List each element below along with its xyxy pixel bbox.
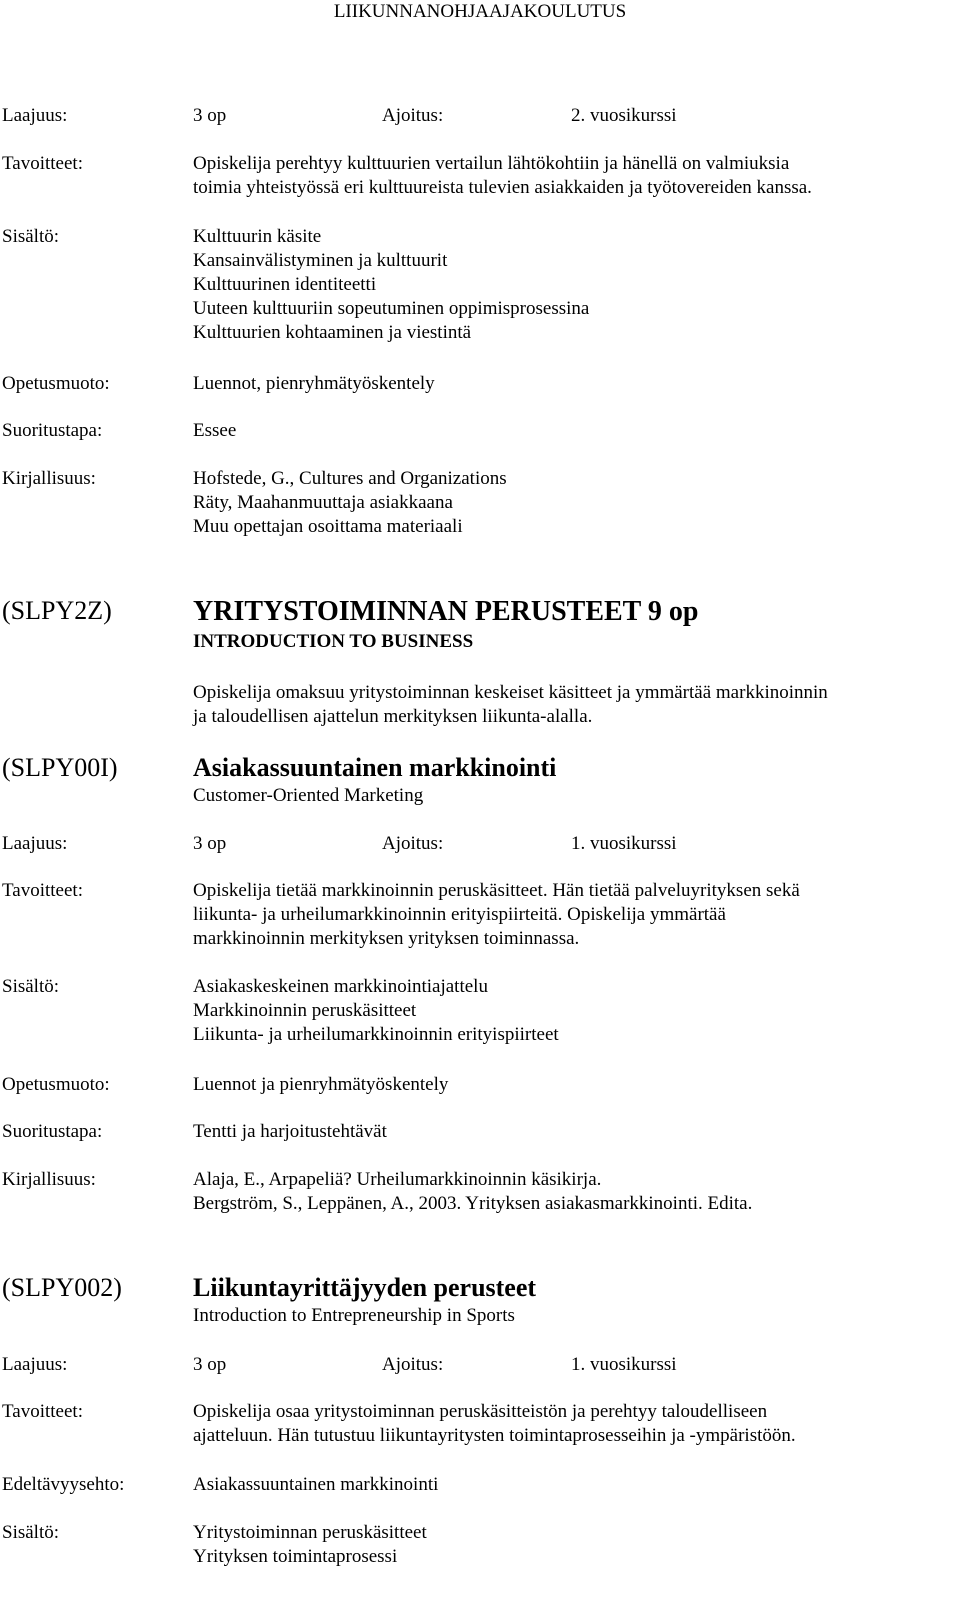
list-item: Kulttuurinen identiteetti (193, 274, 377, 295)
list-item: Asiakaskeskeinen markkinointiajattelu (193, 976, 488, 997)
suoritustapa-value: Essee (193, 420, 237, 441)
course-subtitle: Customer-Oriented Marketing (193, 785, 424, 806)
sisalto-list (193, 1521, 953, 1569)
module-code: (SLPY2Z) (2, 596, 112, 625)
list-item: Hofstede, G., Cultures and Organizations (193, 468, 507, 489)
kirjallisuus-list (193, 467, 953, 539)
list-item: Alaja, E., Arpapeliä? Urheilumarkkinoinnin käsikirja. (193, 1169, 602, 1190)
ajoitus-label: Ajoitus: (382, 105, 444, 126)
opetusmuoto-label: Opetusmuoto: (2, 1074, 110, 1095)
kirjallisuus-label: Kirjallisuus: (2, 468, 96, 489)
kirjallisuus-label: Kirjallisuus: (2, 1169, 96, 1190)
opetusmuoto-value: Luennot, pienryhmätyöskentely (193, 373, 435, 394)
list-item: Yritystoiminnan peruskäsitteet (193, 1522, 427, 1543)
laajuus-label: Laajuus: (2, 833, 68, 854)
tavoitteet-label: Tavoitteet: (2, 1401, 83, 1422)
text-line: Opiskelija osaa yritystoiminnan peruskäsitteistön ja perehtyy taloudelliseen (193, 1401, 768, 1422)
text-line: Opiskelija omaksuu yritystoiminnan keskeiset käsitteet ja ymmärtää markkinoinnin (193, 682, 828, 703)
list-item: Muu opettajan osoittama materiaali (193, 516, 463, 537)
laajuus-value: 3 op (193, 1354, 227, 1375)
sisalto-label: Sisältö: (2, 226, 60, 247)
suoritustapa-value: Tentti ja harjoitustehtävät (193, 1121, 387, 1142)
laajuus-label: Laajuus: (2, 1354, 68, 1375)
document-header: LIIKUNNANOHJAAJAKOULUTUS (333, 1, 627, 22)
suoritustapa-label: Suoritustapa: (2, 420, 103, 441)
text-line: markkinoinnin merkityksen yrityksen toiminnassa. (193, 928, 580, 949)
sisalto-list (193, 225, 953, 345)
course-subtitle: Introduction to Entrepreneurship in Sports (193, 1305, 515, 1326)
edeltavyysehto-value: Asiakassuuntainen markkinointi (193, 1474, 439, 1495)
suoritustapa-label: Suoritustapa: (2, 1121, 103, 1142)
course-title: Liikuntayrittäjyyden perusteet (193, 1273, 537, 1302)
module-subtitle: INTRODUCTION TO BUSINESS (193, 631, 474, 652)
text-line: Opiskelija perehtyy kulttuurien vertailun lähtökohtiin ja hänellä on valmiuksia (193, 153, 790, 174)
text-line: ajatteluun. Hän tutustuu liikuntayritysten toimintaprosesseihin ja -ympäristöön. (193, 1425, 796, 1446)
laajuus-label: Laajuus: (2, 105, 68, 126)
sisalto-label: Sisältö: (2, 976, 60, 997)
ajoitus-label: Ajoitus: (382, 833, 444, 854)
list-item: Markkinoinnin peruskäsitteet (193, 1000, 417, 1021)
text-line: Opiskelija tietää markkinoinnin peruskäsitteet. Hän tietää palveluyrityksen sekä (193, 880, 800, 901)
list-item: Yrityksen toimintaprosessi (193, 1546, 398, 1567)
tavoitteet-text (193, 879, 953, 951)
laajuus-value: 3 op (193, 105, 227, 126)
list-item: Räty, Maahanmuuttaja asiakkaana (193, 492, 453, 513)
list-item: Kulttuurien kohtaaminen ja viestintä (193, 322, 472, 343)
ajoitus-value: 1. vuosikurssi (571, 833, 677, 854)
list-item: Liikunta- ja urheilumarkkinoinnin erityispiirteet (193, 1024, 559, 1045)
module-description-text (193, 681, 953, 729)
ajoitus-value: 1. vuosikurssi (571, 1354, 677, 1375)
list-item: Bergström, S., Leppänen, A., 2003. Yrityksen asiakasmarkkinointi. Edita. (193, 1193, 753, 1214)
text-line: toimia yhteistyössä eri kulttuureista tulevien asiakkaiden ja työtovereiden kanssa. (193, 177, 812, 198)
kirjallisuus-list (193, 1168, 953, 1216)
ajoitus-label: Ajoitus: (382, 1354, 444, 1375)
sisalto-label: Sisältö: (2, 1522, 60, 1543)
course-title: Asiakassuuntainen markkinointi (193, 753, 557, 782)
tavoitteet-label: Tavoitteet: (2, 153, 83, 174)
opetusmuoto-label: Opetusmuoto: (2, 373, 110, 394)
list-item: Kulttuurin käsite (193, 226, 322, 247)
tavoitteet-text (193, 152, 953, 200)
list-item: Uuteen kulttuuriin sopeutuminen oppimisprosessina (193, 298, 590, 319)
edeltavyysehto-label: Edeltävyysehto: (2, 1474, 125, 1495)
opetusmuoto-value: Luennot ja pienryhmätyöskentely (193, 1074, 449, 1095)
ajoitus-value: 2. vuosikurssi (571, 105, 677, 126)
sisalto-list (193, 975, 953, 1047)
tavoitteet-label: Tavoitteet: (2, 880, 83, 901)
text-line: ja taloudellisen ajattelun merkityksen liikunta-alalla. (193, 706, 593, 727)
text-line: liikunta- ja urheilumarkkinoinnin erityispiirteitä. Opiskelija ymmärtää (193, 904, 726, 925)
module-title: YRITYSTOIMINNAN PERUSTEET 9 op (193, 596, 699, 627)
tavoitteet-text (193, 1400, 953, 1448)
course-code: (SLPY002) (2, 1273, 122, 1302)
laajuus-value: 3 op (193, 833, 227, 854)
course-code: (SLPY00I) (2, 753, 118, 782)
list-item: Kansainvälistyminen ja kulttuurit (193, 250, 448, 271)
